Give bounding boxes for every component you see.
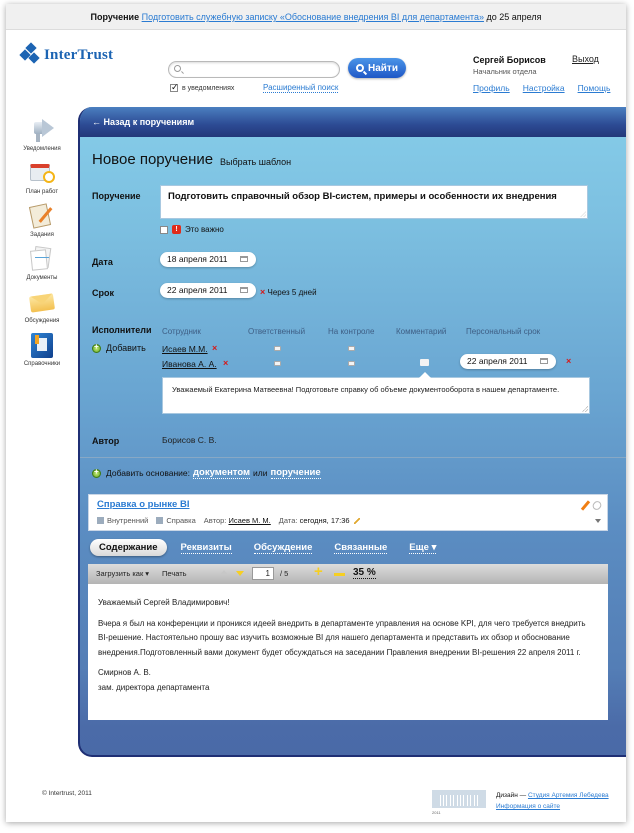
search-icon <box>356 64 364 72</box>
edit-date-icon[interactable] <box>354 518 360 524</box>
download-as-menu[interactable]: Загрузить как ▾ <box>96 569 150 578</box>
sidebar-item-work-plan[interactable]: План работ <box>16 159 68 202</box>
deadline-value: 22 апреля 2011 <box>167 285 228 295</box>
resize-handle-icon[interactable] <box>580 211 586 217</box>
tab-more[interactable]: Еще ▾ <box>409 541 437 553</box>
tab-related[interactable]: Связанные <box>334 541 388 553</box>
advanced-search-link[interactable]: Расширенный поиск <box>263 83 339 92</box>
column-responsible: Ответственный <box>248 327 306 336</box>
prev-page-icon[interactable] <box>220 570 228 575</box>
logo-text: InterTrust <box>44 46 114 63</box>
tag-icon <box>156 517 163 524</box>
zoom-in-icon[interactable]: + <box>314 563 323 580</box>
choose-template-link[interactable]: Выбрать шаблон <box>220 157 292 167</box>
search-field[interactable] <box>168 61 340 78</box>
sidebar <box>16 116 68 374</box>
clipboard-pencil-icon <box>28 202 56 230</box>
basis-task-link[interactable]: поручение <box>270 467 321 478</box>
document-tabs <box>90 539 458 556</box>
executors-label: Исполнители <box>92 325 152 335</box>
comment-bubble-icon[interactable] <box>420 359 429 366</box>
notice-prefix: Поручение <box>90 12 140 22</box>
notice-suffix: до 25 апреля <box>486 12 542 22</box>
tag-internal: Внутренний <box>107 516 149 525</box>
barcode-year: 2011 <box>432 810 441 815</box>
column-employee: Сотрудник <box>162 327 201 336</box>
responsible-checkbox[interactable] <box>274 361 281 366</box>
clear-deadline-icon[interactable]: × <box>260 287 266 297</box>
search-icon <box>174 65 181 72</box>
responsible-checkbox[interactable] <box>274 346 281 351</box>
document-title-link[interactable]: Справка о рынке BI <box>97 499 190 510</box>
important-label: Это важно <box>185 225 224 234</box>
control-checkbox[interactable] <box>348 346 355 351</box>
document-author-link[interactable]: Исаев М. М. <box>228 516 271 525</box>
task-panel <box>78 107 626 757</box>
control-checkbox[interactable] <box>348 361 355 366</box>
deadline-field[interactable] <box>160 283 256 298</box>
date-field[interactable] <box>160 252 256 267</box>
zoom-level[interactable]: 35 % <box>353 567 376 578</box>
column-personal-deadline: Персональный срок <box>466 327 541 336</box>
important-checkbox[interactable] <box>160 226 168 234</box>
calendar-clock-icon <box>28 159 56 187</box>
logout-link[interactable]: Выход <box>572 54 599 64</box>
remove-executor-icon[interactable]: × <box>223 358 229 368</box>
notification-bar <box>6 4 626 30</box>
column-comment: Комментарий <box>396 327 447 336</box>
search-input[interactable] <box>185 63 335 76</box>
design-credits: Дизайн — Студия Артемия Лебедева Информация о сайте <box>496 792 609 810</box>
task-text: Подготовить справочный обзор BI-систем, примеры и особенности их внедрения <box>168 191 557 202</box>
add-icon[interactable] <box>92 469 101 478</box>
documents-icon <box>28 245 56 273</box>
settings-link[interactable]: Настройка <box>522 83 565 93</box>
important-alert-icon: ! <box>172 225 181 234</box>
tab-attributes[interactable]: Реквизиты <box>180 541 232 553</box>
in-notifications-option[interactable] <box>170 84 234 92</box>
panel-header <box>80 107 626 137</box>
document-toolbar <box>88 564 608 584</box>
personal-deadline-field[interactable]: 22 апреля 2011 <box>460 354 556 369</box>
date-value: 18 апреля 2011 <box>167 254 228 264</box>
logo[interactable] <box>20 44 113 66</box>
notice-task-link[interactable]: Подготовить служебную записку «Обоснование внедрения BI для департамента» <box>141 12 484 22</box>
sidebar-item-handbooks[interactable]: Справочники <box>16 331 68 374</box>
deadline-label: Срок <box>92 288 114 298</box>
remove-executor-icon[interactable]: × <box>212 343 218 353</box>
tag-reference: Справка <box>166 516 196 525</box>
page-title: Новое поручение <box>92 151 214 168</box>
task-text-field[interactable] <box>160 185 588 219</box>
sidebar-item-tasks[interactable]: Задания <box>16 202 68 245</box>
user-role: Начальник отдела <box>473 67 537 76</box>
print-button[interactable]: Печать <box>162 569 187 578</box>
deadline-note: × Через 5 дней <box>260 287 317 297</box>
letter-paragraph: Вчера я был на конференции и проникся идеей внедрить в департаменте управления на основе KPI, для чего требуется внедрить BI-решение. Настоятельно прошу вас изучить возможные BI для нашего департамента и представить их обзор и обоснование внедрения.Подготовленный вами документ будет обсуждаться на заседании Правления внедрении BI-решения 22 апреля 2011 г. <box>98 618 586 657</box>
site-info-link[interactable]: Информация о сайте <box>496 803 561 810</box>
help-link[interactable]: Помощь <box>577 83 611 93</box>
in-notifications-checkbox[interactable] <box>170 84 178 92</box>
important-option[interactable] <box>160 225 224 234</box>
signature-name: Смирнов А. В. <box>98 668 151 677</box>
executor-name[interactable]: Исаев М.М. <box>162 344 208 354</box>
author-value: Борисов С. В. <box>162 435 217 445</box>
search-button[interactable] <box>348 58 406 78</box>
tab-discussion[interactable]: Обсуждение <box>253 541 313 553</box>
divider <box>80 457 626 458</box>
megaphone-icon <box>28 116 56 144</box>
search-button-label: Найти <box>368 62 398 74</box>
envelope-icon <box>28 288 56 316</box>
next-page-icon[interactable] <box>236 571 244 576</box>
user-name: Сергей Борисов <box>473 55 546 65</box>
logo-diamonds-icon <box>20 44 42 66</box>
basis-document-link[interactable]: документом <box>193 467 251 478</box>
edit-icon[interactable] <box>581 500 590 510</box>
calendar-icon[interactable] <box>240 256 248 262</box>
total-pages: / 5 <box>280 569 289 578</box>
user-links <box>473 83 610 93</box>
author-label: Автор <box>92 436 120 446</box>
back-to-tasks-link[interactable]: ← Назад к поручениям <box>92 117 195 127</box>
tag-icon <box>97 517 104 524</box>
expand-icon[interactable] <box>595 519 601 523</box>
calendar-icon[interactable] <box>240 287 248 293</box>
resize-handle-icon[interactable] <box>582 406 588 412</box>
studio-link[interactable]: Студия Артемия Лебедева <box>527 792 609 799</box>
profile-link[interactable]: Профиль <box>473 83 510 93</box>
add-icon <box>92 344 101 353</box>
remove-personal-deadline-icon[interactable]: × <box>566 356 572 366</box>
sidebar-item-discussions[interactable]: Обсуждения <box>16 288 68 331</box>
sidebar-item-documents[interactable]: Документы <box>16 245 68 288</box>
column-control: На контроле <box>328 327 375 336</box>
executor-name[interactable]: Иванова А. А. <box>162 359 217 369</box>
copyright: © Intertrust, 2011 <box>42 790 92 797</box>
attached-document-card <box>88 494 608 531</box>
page-number-input[interactable]: 1 <box>252 567 274 580</box>
document-content <box>88 584 608 720</box>
zoom-out-icon[interactable] <box>334 573 345 576</box>
paperclip-icon[interactable] <box>591 499 603 511</box>
calendar-icon[interactable] <box>540 358 548 364</box>
barcode-logo-icon[interactable] <box>432 790 486 808</box>
handbook-icon <box>28 331 56 359</box>
page-frame <box>6 4 626 822</box>
signature-title: зам. директора департамента <box>98 682 210 692</box>
executor-comment-field[interactable]: Уважаемый Екатерина Матвеевна! Подготовьте справку об объеме документооборота в нашем департаменте. <box>162 377 590 414</box>
in-notifications-label: в уведомлениях <box>182 84 235 92</box>
date-label: Дата <box>92 257 113 267</box>
document-meta: Внутренний Справка Автор: Исаев М. М. Дата: сегодня, 17:36 <box>97 516 368 525</box>
letter-greeting: Уважаемый Сергей Владимирович! <box>98 598 230 607</box>
task-label: Поручение <box>92 191 141 201</box>
tab-content[interactable]: Содержание <box>90 539 167 556</box>
add-basis: + Добавить основание: документом или поручение <box>92 467 324 479</box>
document-date: сегодня, 17:36 <box>299 516 350 525</box>
add-executor-button[interactable]: + Добавить <box>92 343 146 353</box>
sidebar-item-notifications[interactable]: Уведомления <box>16 116 68 159</box>
